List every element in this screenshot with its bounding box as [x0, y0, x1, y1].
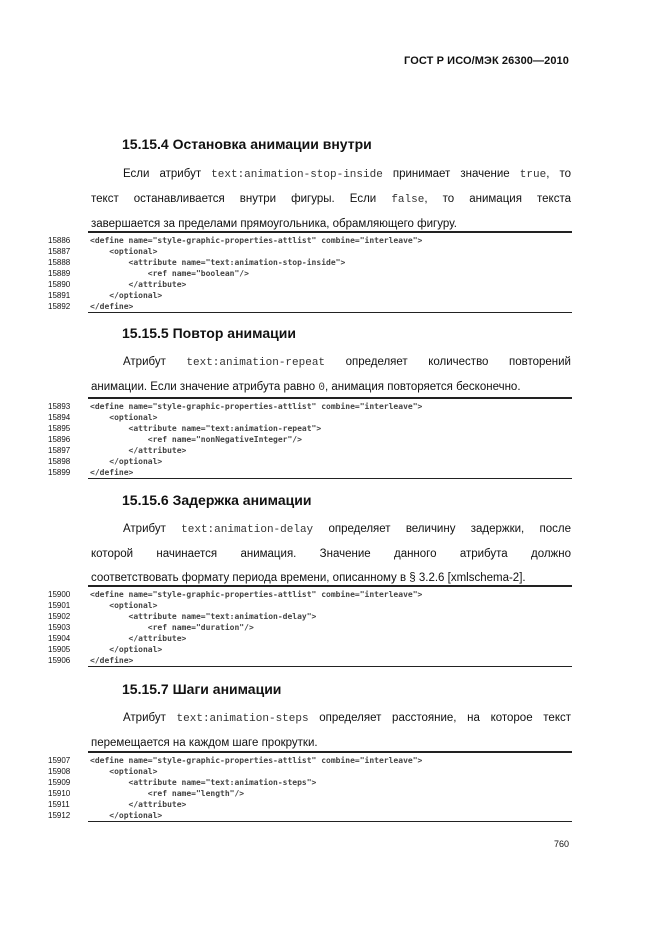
- code-line-number: 15898: [48, 457, 71, 466]
- code-line-number: 15895: [48, 424, 71, 433]
- code-line-text: </attribute>: [90, 634, 187, 643]
- paragraph-line: Атрибут text:animation-steps определяет расстояние, на которое текст: [123, 712, 571, 725]
- code-line: [48, 257, 572, 268]
- code-line-text: <define name="style-graphic-properties-attlist" combine="interleave">: [90, 402, 423, 411]
- code-line: [48, 235, 572, 246]
- paragraph-line: текст останавливается внутри фигуры. Если false, то анимация текста: [91, 193, 571, 206]
- code-line-number: 15905: [48, 645, 71, 654]
- code-line-text: <ref name="duration"/>: [90, 623, 254, 632]
- code-line: [48, 600, 572, 611]
- section-heading-15-15-7: 15.15.7 Шаги анимации: [122, 681, 282, 697]
- code-line: [48, 622, 572, 633]
- code-line-number: 15908: [48, 767, 71, 776]
- code-line-text: <ref name="nonNegativeInteger"/>: [90, 435, 302, 444]
- paragraph-line: которой начинается анимация. Значение данного атрибута должно: [91, 548, 571, 560]
- code-line-number: 15910: [48, 789, 71, 798]
- code-line: [48, 799, 572, 810]
- code-line-number: 15901: [48, 601, 71, 610]
- code-line: [48, 423, 572, 434]
- code-line-number: 15899: [48, 468, 71, 477]
- listing-bottom-rule: [88, 821, 572, 822]
- code-line-text: <optional>: [90, 767, 158, 776]
- code-line: [48, 246, 572, 257]
- code-line-text: </optional>: [90, 291, 163, 300]
- section-paragraph-15-15-5: [91, 350, 571, 400]
- code-line: [48, 655, 572, 666]
- code-line-text: </optional>: [90, 811, 163, 820]
- code-line: [48, 301, 572, 312]
- code-line-text: <optional>: [90, 247, 158, 256]
- paragraph-line: соответствовать формату периода времени, описанному в § 3.2.6 [xmlschema-2].: [91, 572, 526, 584]
- code-line-text: <ref name="length"/>: [90, 789, 245, 798]
- code-line: [48, 456, 572, 467]
- section-heading-15-15-5: 15.15.5 Повтор анимации: [122, 325, 296, 341]
- code-line-text: <optional>: [90, 601, 158, 610]
- page-number: 760: [553, 839, 569, 849]
- code-line-number: 15896: [48, 435, 71, 444]
- code-listing: [48, 231, 572, 313]
- section-paragraph-15-15-6: [91, 517, 571, 590]
- code-line: [48, 445, 572, 456]
- code-line-number: 15890: [48, 280, 71, 289]
- paragraph-line: перемещается на каждом шаге прокрутки.: [91, 737, 318, 749]
- code-line: [48, 467, 572, 478]
- code-line-text: <attribute name="text:animation-steps">: [90, 778, 317, 787]
- standard-header: ГОСТ Р ИСО/МЭК 26300—2010: [404, 55, 569, 67]
- code-line-text: </attribute>: [90, 800, 187, 809]
- code-line-text: <optional>: [90, 413, 158, 422]
- code-line: [48, 810, 572, 821]
- code-line-number: 15894: [48, 413, 71, 422]
- code-line-number: 15897: [48, 446, 71, 455]
- code-line: [48, 788, 572, 799]
- paragraph-line: завершается за пределами прямоугольника, обрамляющего фигуру.: [91, 218, 457, 230]
- section-heading-15-15-4: 15.15.4 Остановка анимации внутри: [122, 136, 372, 152]
- code-line-text: </define>: [90, 656, 134, 665]
- code-line-number: 15891: [48, 291, 71, 300]
- code-line: [48, 611, 572, 622]
- code-line-number: 15911: [48, 800, 70, 809]
- paragraph-line: Если атрибут text:animation-stop-inside принимает значение true, то: [123, 168, 571, 181]
- code-line: [48, 434, 572, 445]
- code-line-text: </define>: [90, 468, 134, 477]
- code-line: [48, 412, 572, 423]
- code-line-text: <attribute name="text:animation-repeat">: [90, 424, 322, 433]
- code-line-text: <attribute name="text:animation-delay">: [90, 612, 317, 621]
- code-line: [48, 268, 572, 279]
- code-line-text: <define name="style-graphic-properties-attlist" combine="interleave">: [90, 590, 423, 599]
- code-line-text: <define name="style-graphic-properties-attlist" combine="interleave">: [90, 236, 423, 245]
- code-line: [48, 633, 572, 644]
- paragraph-line: Атрибут text:animation-repeat определяет количество повторений: [123, 356, 571, 369]
- code-line-number: 15893: [48, 402, 71, 411]
- code-line-number: 15900: [48, 590, 71, 599]
- code-line-number: 15888: [48, 258, 71, 267]
- section-paragraph-15-15-4: [91, 162, 571, 236]
- code-line-text: </define>: [90, 302, 134, 311]
- section-paragraph-15-15-7: [91, 706, 571, 755]
- code-line: [48, 755, 572, 766]
- code-listing: [48, 585, 572, 667]
- code-listing: [48, 751, 572, 822]
- code-line-number: 15889: [48, 269, 71, 278]
- code-line-text: <define name="style-graphic-properties-attlist" combine="interleave">: [90, 756, 423, 765]
- listing-bottom-rule: [88, 312, 572, 313]
- code-line: [48, 279, 572, 290]
- code-line-number: 15892: [48, 302, 71, 311]
- paragraph-line: Атрибут text:animation-delay определяет величину задержки, после: [123, 523, 571, 536]
- code-line: [48, 644, 572, 655]
- code-line-number: 15904: [48, 634, 71, 643]
- code-line-number: 15887: [48, 247, 71, 256]
- listing-bottom-rule: [88, 478, 572, 479]
- listing-bottom-rule: [88, 666, 572, 667]
- code-line-text: </attribute>: [90, 446, 187, 455]
- code-line-text: </optional>: [90, 457, 163, 466]
- paragraph-line: анимации. Если значение атрибута равно 0, анимация повторяется бесконечно.: [91, 381, 521, 394]
- code-listing: [48, 397, 572, 479]
- code-line-number: 15886: [48, 236, 71, 245]
- code-line: [48, 290, 572, 301]
- code-line-number: 15902: [48, 612, 71, 621]
- code-line: [48, 777, 572, 788]
- code-line: [48, 766, 572, 777]
- code-line-text: </optional>: [90, 645, 163, 654]
- code-line-number: 15909: [48, 778, 71, 787]
- code-line-number: 15912: [48, 811, 71, 820]
- code-line-number: 15906: [48, 656, 71, 665]
- code-line-text: <attribute name="text:animation-stop-inside">: [90, 258, 346, 267]
- code-line-text: </attribute>: [90, 280, 187, 289]
- code-line: [48, 401, 572, 412]
- code-line-text: <ref name="boolean"/>: [90, 269, 249, 278]
- code-line: [48, 589, 572, 600]
- section-heading-15-15-6: 15.15.6 Задержка анимации: [122, 492, 312, 508]
- code-line-number: 15903: [48, 623, 71, 632]
- code-line-number: 15907: [48, 756, 71, 765]
